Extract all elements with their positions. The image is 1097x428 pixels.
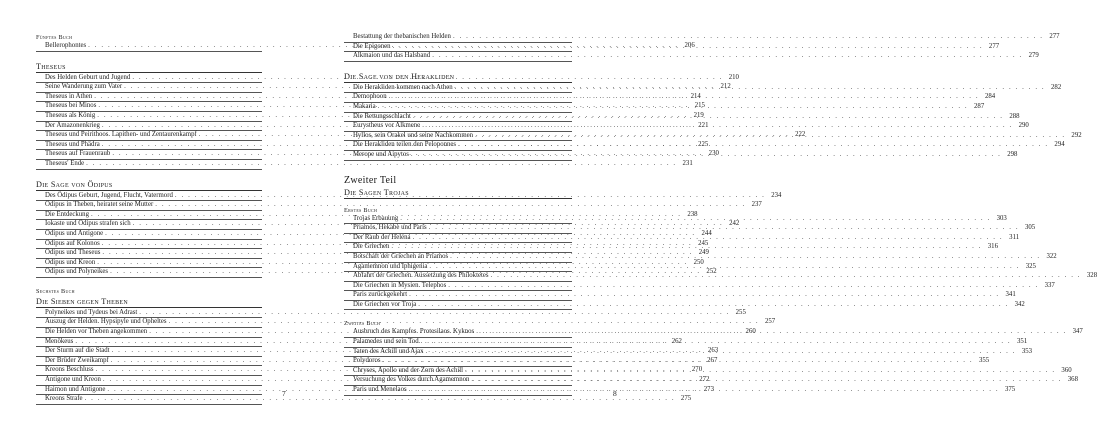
toc-entry-page: 275 <box>680 395 692 403</box>
dot-leader <box>422 122 1013 131</box>
toc-entry-title: Hyllos, sein Orakel und seine Nachkommen <box>353 131 474 139</box>
dot-leader <box>455 84 1046 93</box>
toc-entry-page: 272 <box>699 376 710 384</box>
toc-entry-page: 337 <box>1044 281 1055 289</box>
toc-entry-page: 277 <box>1049 33 1060 40</box>
toc-entry-title: Die Herakliden kommen nach Athen <box>353 83 453 91</box>
toc-entry-page: 263 <box>707 347 719 355</box>
toc-entry-page: 270 <box>691 366 703 374</box>
dot-leader <box>389 93 980 102</box>
toc-entry-title: Ödipus und Antigone <box>45 229 104 237</box>
book-heading: Sechstes Buch <box>36 287 75 295</box>
toc-entry-title: Theseus bei Minos <box>45 102 97 110</box>
toc-entry-title: Chryses, Apollo und der Zorn des Achill <box>353 366 464 374</box>
dot-leader <box>391 243 982 252</box>
toc-entry-page: 222 <box>795 131 806 139</box>
dot-leader <box>421 338 1012 347</box>
toc-entry-title: Des Helden Geburt und Jugend <box>45 73 131 81</box>
toc-entry-page: 298 <box>1007 150 1018 158</box>
toc-entry-page: 328 <box>1086 272 1097 280</box>
book-heading: Erstes Buch <box>344 206 378 214</box>
dot-leader <box>429 224 1020 233</box>
toc-entry <box>36 308 746 319</box>
book-heading: Fünftes Buch <box>36 34 73 41</box>
spacer <box>344 310 572 319</box>
toc-entry-page: 215 <box>694 102 705 110</box>
toc-entry-page: 219 <box>693 111 704 119</box>
toc-entry-page: 303 <box>996 214 1007 222</box>
toc-entry-page: 210 <box>728 73 739 81</box>
toc-entry-page: 351 <box>1017 338 1028 346</box>
toc-entry <box>344 281 1055 292</box>
toc-entry <box>344 52 1039 62</box>
toc-entry-title: Des Ödipus Geburt, Jugend, Flucht, Vatermord <box>45 191 173 199</box>
dot-leader <box>426 348 1017 357</box>
toc-entry-title: Kreons Strafe <box>45 395 83 403</box>
toc-entry-title: Botschaft der Griechen an Priamos <box>353 252 449 260</box>
toc-entry-page: 294 <box>1054 141 1065 149</box>
toc-entry-page: 368 <box>1067 376 1078 384</box>
toc-entry-page: 249 <box>698 249 709 257</box>
toc-entry-page: 347 <box>1072 328 1083 336</box>
toc-entry-page: 255 <box>735 308 746 316</box>
toc-entry-page: 234 <box>771 191 782 199</box>
toc-entry-page: 353 <box>1021 347 1033 355</box>
toc-entry-page: 262 <box>671 337 682 345</box>
toc-entry-title: Der Sturm auf die Stadt <box>45 347 110 355</box>
toc-entry-page: 267 <box>707 356 718 364</box>
toc-entry-title: Theseus als König <box>45 111 96 119</box>
toc-entry-page: 230 <box>708 150 719 158</box>
toc-entry-title: Theseus in Athen <box>45 92 93 100</box>
spacer <box>36 52 262 61</box>
toc-entry-title: Paris und Menelaos <box>353 386 407 394</box>
toc-entry-title: Alkmaion und das Halsband <box>353 52 431 60</box>
toc-entry-title: Theseus und Peirithoos. Lapithen- und Zentaurenkampf <box>45 131 197 139</box>
toc-entry-title: Versuchung des Volkes durch Agamemnon <box>353 376 470 384</box>
dot-leader <box>432 52 1023 61</box>
toc-entry-page: 355 <box>978 357 990 365</box>
toc-entry-page: 277 <box>988 42 1000 50</box>
toc-entry-title: Polydoros <box>353 357 381 365</box>
toc-entry-title: Makaria <box>353 102 376 110</box>
toc-entry-page: 341 <box>1005 291 1016 299</box>
toc-entry-page: 206 <box>684 42 695 49</box>
toc-entry-page: 284 <box>984 93 996 101</box>
toc-entry-title: Eurystheus vor Alkmene <box>353 122 421 130</box>
dot-leader <box>453 33 1044 42</box>
toc-entry-title: Ödipus und Kreon <box>45 258 96 266</box>
toc-entry-title: Die Helden vor Theben angekommen <box>45 328 148 336</box>
toc-entry-page: 242 <box>729 220 740 228</box>
toc-entry-title: Antigone und Kreon <box>45 376 101 384</box>
toc-entry-page: 244 <box>701 229 712 237</box>
toc-entry-title: Die Entdeckung <box>45 210 89 218</box>
toc-entry-title: Die Rettungsschlacht <box>353 112 411 120</box>
toc-entry-title: Iokaste und Ödipus strafen sich <box>45 220 131 228</box>
dot-leader <box>429 263 1020 272</box>
toc-entry-page: 290 <box>1018 122 1029 130</box>
page-number-right: 8 <box>613 389 617 398</box>
toc-entry-title: Haimon und Antigone <box>45 385 106 393</box>
toc-entry-page: 225 <box>698 140 709 148</box>
toc-entry-title: Ödipus auf Kolonos <box>45 239 100 247</box>
dot-leader <box>491 272 1082 281</box>
toc-entry-page: 245 <box>698 239 709 247</box>
toc-entry-title: Seine Wanderung zum Vater <box>45 83 123 91</box>
toc-entry-title: Abfahrt der Griechen. Aussetzung des Philoktetes <box>353 272 489 280</box>
toc-entry-page: 250 <box>693 258 704 266</box>
toc-entry-title: Theseus' Ende <box>45 159 85 167</box>
toc-entry-page: 257 <box>764 318 776 326</box>
toc-entry-page: 212 <box>720 83 731 91</box>
part-heading: Zweiter Teil <box>344 174 397 186</box>
toc-entry-page: 287 <box>974 102 985 110</box>
toc-entry-page: 322 <box>1046 252 1057 260</box>
toc-entry-page: 360 <box>1061 366 1072 374</box>
toc-entry-page: 375 <box>1004 386 1016 394</box>
dot-leader <box>450 253 1041 262</box>
toc-entry-title: Auszug der Helden. Hypsipyle und Opheltes <box>45 318 167 326</box>
section-heading: Die Sieben gegen Theben <box>36 296 262 308</box>
toc-entry-title: Ödipus in Theben, heiratet seine Mutter <box>45 201 154 209</box>
dot-leader <box>458 141 1049 150</box>
toc-entry-title: Priamos, Hekabe und Paris <box>353 224 427 232</box>
spacer <box>36 170 262 179</box>
toc-entry-page: 237 <box>751 201 762 209</box>
toc-entry-page: 288 <box>1009 112 1020 120</box>
toc-entry <box>36 395 692 405</box>
toc-entry-page: 221 <box>698 121 709 129</box>
dot-leader <box>393 43 984 52</box>
spacer <box>36 278 262 287</box>
toc-entry-title: Die Griechen in Mysien. Telephos <box>353 281 447 289</box>
toc-entry-title: Der Brüder Zweikampf <box>45 356 109 364</box>
dot-leader <box>418 301 1009 310</box>
toc-entry-title: Ausbruch des Kampfes. Protesilaos. Kyknos <box>353 328 475 336</box>
toc-entry-page: 325 <box>1025 262 1036 270</box>
toc-entry-page: 282 <box>1051 83 1062 91</box>
dot-leader <box>411 151 1002 160</box>
toc-entry-page: 316 <box>987 243 998 251</box>
spacer <box>344 161 572 175</box>
dot-leader <box>409 291 1000 300</box>
toc-entry <box>344 291 1016 301</box>
toc-entry-title: Theseus auf Frauenraub <box>45 150 111 158</box>
section-heading: Die Sage von Ödipus <box>36 179 262 191</box>
toc-entry-title: Die Griechen vor Troja <box>353 300 417 308</box>
dot-leader <box>448 282 1039 291</box>
spacer <box>344 62 572 71</box>
page-number-left: 7 <box>282 389 286 398</box>
toc-entry-title: Kreons Beschluss <box>45 366 94 374</box>
toc-entry-page: 273 <box>703 385 714 393</box>
toc-entry-title: Polyneikes und Tydeus bei Adrast <box>45 308 138 316</box>
toc-entry-page: 260 <box>745 328 756 336</box>
toc-entry-page: 305 <box>1024 224 1036 232</box>
toc-entry-title: Taten des Achill und Ajax <box>353 347 424 355</box>
toc-entry-page: 279 <box>1028 52 1039 60</box>
dot-leader <box>475 132 1066 141</box>
toc-entry-title: Ödipus und Polyneikes <box>45 268 109 276</box>
toc-entry-title: Menökeus <box>45 337 74 345</box>
section-heading: Theseus <box>36 61 262 73</box>
toc-entry-title: Bestattung der thebanischen Helden <box>353 33 451 40</box>
dot-leader <box>465 367 1056 376</box>
toc-entry <box>344 33 1060 43</box>
toc-entry-title: Die Herakliden teilen den Peloponnes <box>353 141 457 149</box>
dot-leader <box>400 215 991 224</box>
toc-entry-title: Bellerophontes <box>45 42 87 49</box>
toc-entry-title: Die Epigonen <box>353 42 391 50</box>
book-heading: Zweites Buch <box>344 320 381 328</box>
dot-leader <box>413 113 1004 122</box>
dot-leader <box>471 376 1062 385</box>
section-heading: Die Sage von den Herakliden <box>344 71 572 83</box>
toc-entry <box>344 300 1025 311</box>
dot-leader <box>413 234 1004 243</box>
toc-entry-title: Agamemnon und Iphigenia <box>353 262 428 270</box>
toc-entry-title: Theseus und Phädra <box>45 140 100 148</box>
part-subheading: Die Sagen Trojas <box>344 187 572 199</box>
toc-entry-title: Trojas Erbauung <box>353 214 399 222</box>
toc-entry-title: Merope und Aipytos <box>353 150 409 158</box>
toc-entry-title: Paris zurückgekehrt <box>353 291 408 299</box>
toc-entry <box>36 159 693 170</box>
toc-entry-title: Ödipus und Theseus <box>45 249 101 257</box>
toc-entry-page: 238 <box>687 210 698 218</box>
toc-entry-title: Die Griechen <box>353 243 390 251</box>
toc-entry-title: Demophoon <box>353 93 387 101</box>
toc-entry-page: 214 <box>690 92 701 100</box>
dot-leader <box>409 386 1000 395</box>
toc-entry-page: 292 <box>1071 131 1082 139</box>
toc-entry-title: Der Raub der Helena <box>353 233 411 241</box>
toc-entry-page: 342 <box>1014 300 1025 308</box>
dot-leader <box>378 103 969 112</box>
toc-entry-title: Der Amazonenkrieg <box>45 121 100 129</box>
toc-entry-page: 252 <box>706 268 717 276</box>
toc-entry-page: 311 <box>1009 233 1020 241</box>
toc-entry-title: Palamedes und sein Tod <box>353 338 419 346</box>
toc-entry-page: 231 <box>682 159 693 167</box>
dot-leader <box>383 357 974 366</box>
dot-leader <box>476 328 1067 337</box>
